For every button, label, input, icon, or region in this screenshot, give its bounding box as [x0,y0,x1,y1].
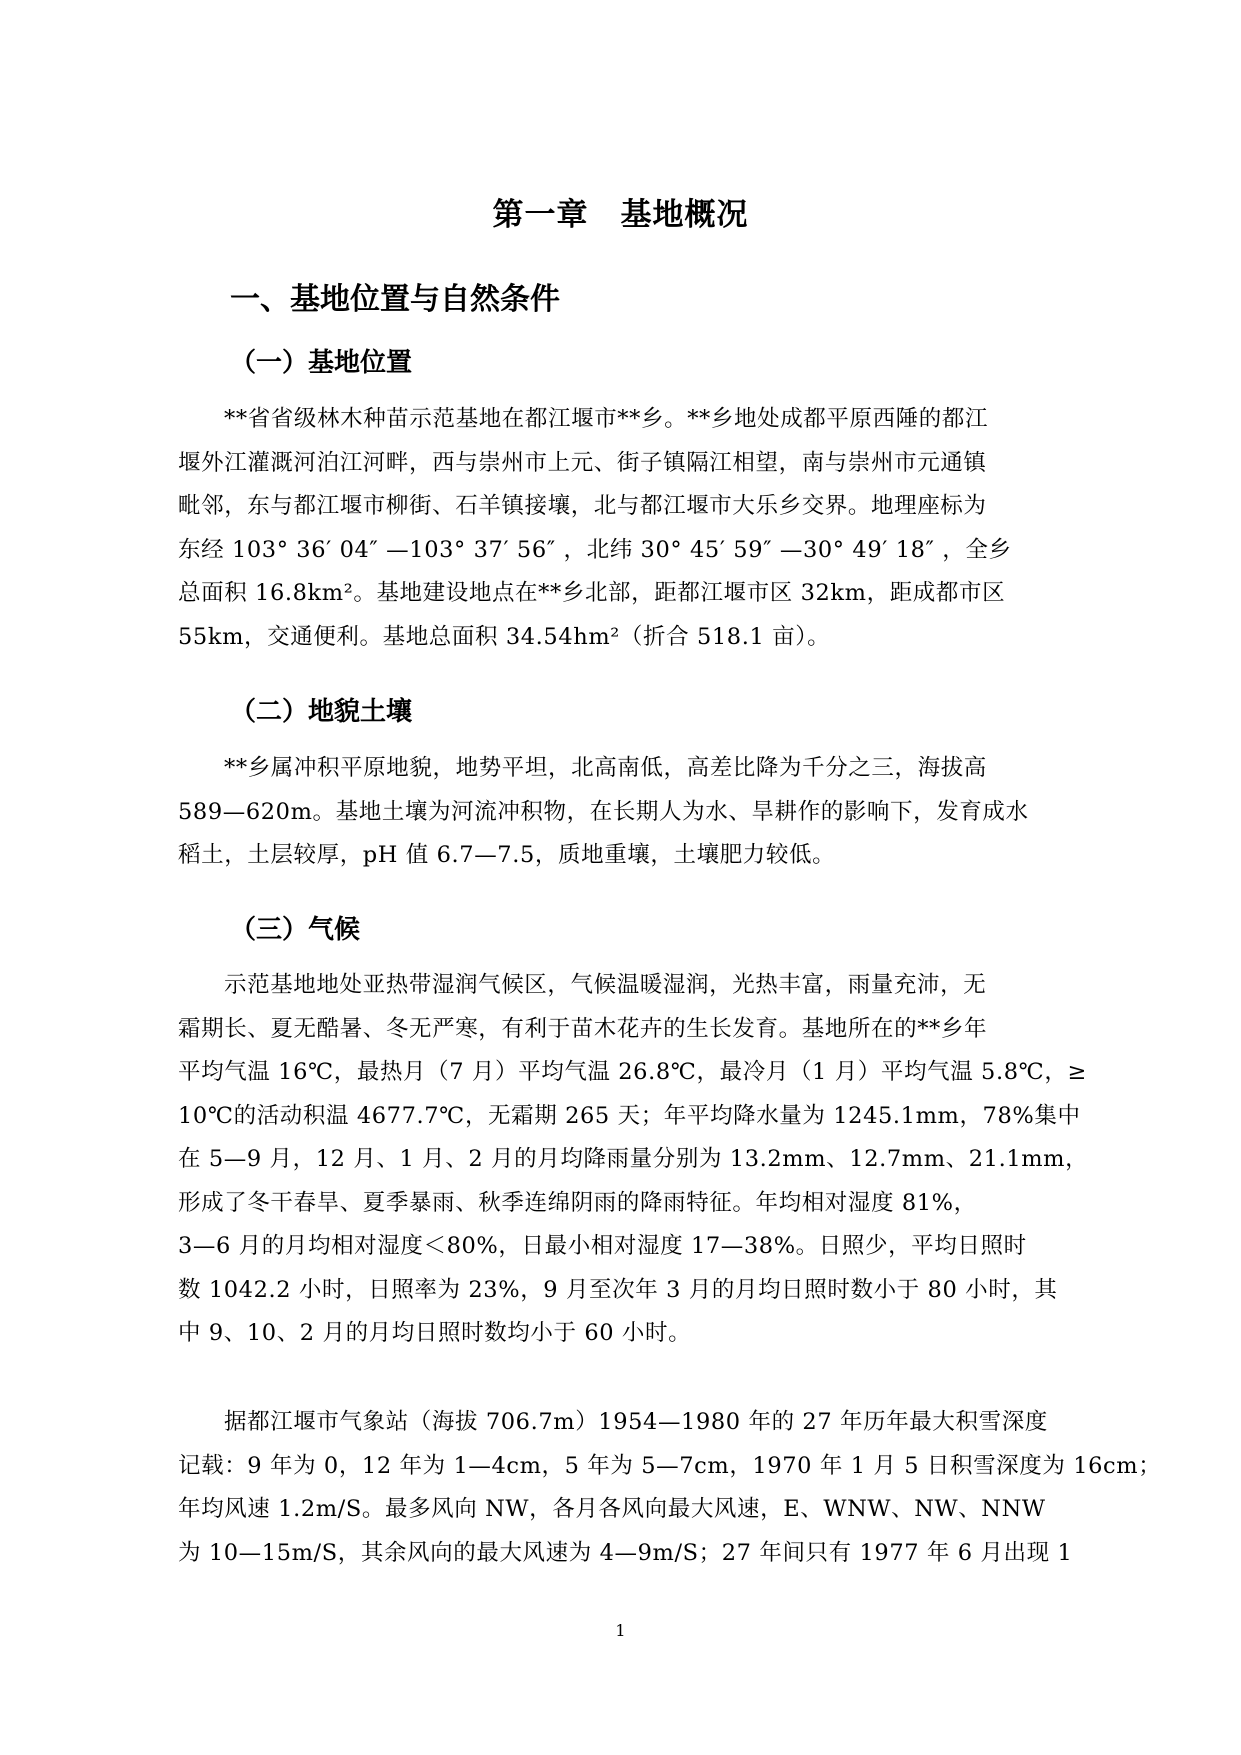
text-line: 10℃的活动积温 4677.7℃，无霜期 265 天；年平均降水量为 1245.1mm，78%集中 [178,1102,1081,1129]
text-line: 据都江堰市气象站（海拔 706.7m）1954—1980 年的 27 年历年最大积雪深度 [224,1409,1048,1435]
text-line: 毗邻，东与都江堰市柳街、石羊镇接壤，北与都江堰市大乐乡交界。地理座标为 [178,493,987,519]
paragraph-weather-station [178,1401,1162,1575]
text-line: 589—620m。基地土壤为河流冲积物，在长期人为水、旱耕作的影响下，发育成水 [178,798,1029,825]
text-line: 55km，交通便利。基地总面积 34.54hm²（折合 518.1 亩）。 [178,623,831,650]
text-line: 霜期长、夏无酷暑、冬无严寒，有利于苗木花卉的生长发育。基地所在的**乡年 [178,1015,988,1042]
section-title: 一、基地位置与自然条件 [230,282,560,317]
paragraph-terrain-soil [178,747,1062,878]
subsection-title-climate: （三）气候 [230,915,361,945]
text-line: 东经 103° 36′ 04″ —103° 37′ 56″ ，北纬 30° 45′ 59″ —30° 49′ 18″ ，全乡 [178,536,1012,563]
page-number: 1 [615,1621,626,1640]
paragraph-location [178,398,1062,659]
text-line: **省省级林木种苗示范基地在都江堰市**乡。**乡地处成都平原西陲的都江 [224,406,989,432]
text-line: 数 1042.2 小时，日照率为 23%，9 月至次年 3 月的月均日照时数小于 80 小时，其 [178,1276,1058,1303]
text-line: 形成了冬干春旱、夏季暴雨、秋季连绵阴雨的降雨特征。年均相对湿度 81%， [178,1189,977,1216]
text-line: **乡属冲积平原地貌，地势平坦，北高南低，高差比降为千分之三，海拔高 [224,755,987,781]
text-line: 记载：9 年为 0，12 年为 1—4cm，5 年为 5—7cm，1970 年 1 月 5 日积雪深度为 16cm； [178,1452,1162,1479]
subsection-title-location: （一）基地位置 [230,348,413,378]
text-line: 平均气温 16℃，最热月（7 月）平均气温 26.8℃，最冷月（1 月）平均气温 5.8℃，≥ [178,1059,1087,1085]
text-line: 中 9、10、2 月的月均日照时数均小于 60 小时。 [178,1320,692,1346]
text-line: 稻土，土层较厚，pH 值 6.7—7.5，质地重壤，土壤肥力较低。 [178,842,836,868]
subsection-title-terrain-soil: （二）地貌土壤 [230,697,413,727]
text-line: 在 5—9 月，12 月、1 月、2 月的月均降雨量分别为 13.2mm、12.7mm、21.1mm， [178,1146,1089,1172]
text-line: 3—6 月的月均相对湿度＜80%，日最小相对湿度 17—38%。日照少，平均日照时 [178,1233,1027,1259]
paragraph-climate [178,964,1089,1356]
chapter-title: 第一章 基地概况 [492,197,749,233]
text-line: 堰外江灌溉河泊江河畔，西与崇州市上元、街子镇隔江相望，南与崇州市元通镇 [178,449,987,476]
text-line: 示范基地地处亚热带湿润气候区，气候温暖湿润，光热丰富，雨量充沛，无 [224,972,987,998]
text-line: 为 10—15m/S，其余风向的最大风速为 4—9m/S；27 年间只有 1977 年 6 月出现 1 [178,1539,1073,1566]
text-line: 年均风速 1.2m/S。最多风向 NW，各月各风向最大风速，E、WNW、NW、NNW [178,1496,1046,1522]
text-line: 总面积 16.8km²。基地建设地点在**乡北部，距都江堰市区 32km，距成都市区 [178,580,1006,606]
